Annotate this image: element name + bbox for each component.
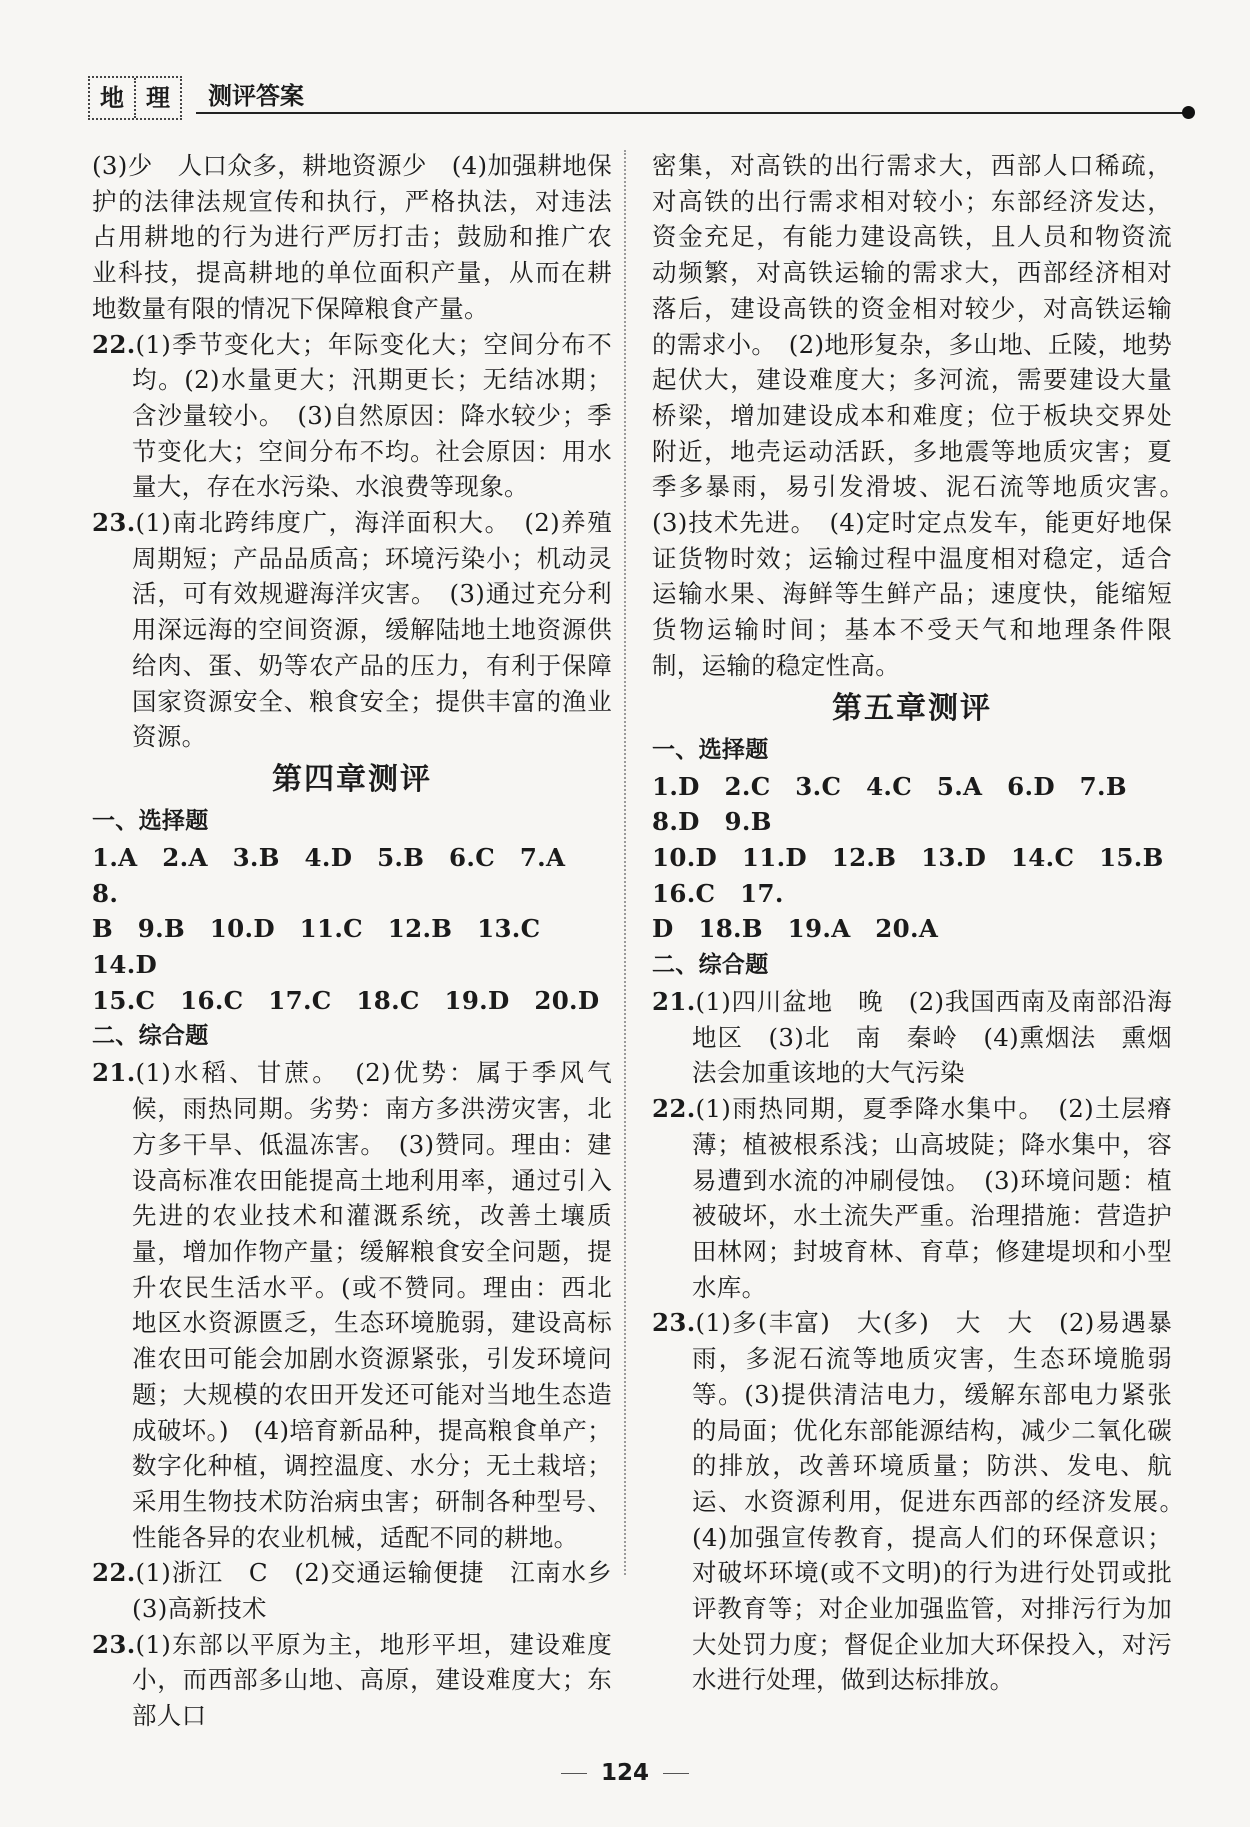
choice-answers-line: 1.A 2.A 3.B 4.D 5.B 6.C 7.A 8. <box>92 842 591 908</box>
question-number: 23. <box>92 508 136 538</box>
question-21 <box>92 1055 612 1555</box>
section-heading: 二、综合题 <box>652 952 769 979</box>
question-number: 23. <box>92 1629 136 1659</box>
question-21 <box>652 984 1172 1091</box>
question-22 <box>92 1555 637 1626</box>
subject-char: 理 <box>134 78 180 118</box>
question-23 <box>652 1305 1197 1698</box>
answer-paragraph: (3)少 人口众多，耕地资源少 (4)加强耕地保护的法律法规宣传和执行，严格执法，对违法占用耕地的行为进行严厉打击；鼓励和推广农业科技，提高耕地的单位面积产量，从而在耕地数量有限的情况下保障粮食产量。 <box>92 151 612 323</box>
question-answer: (1)季节变化大；年际变化大；空间分布不均。(2)水量更大；汛期更长；无结冰期；含沙量较小。 (3)自然原因：降水较少；季节变化大；空间分布不均。社会原因：用水量大，存在水污染、水浪费等现象。 <box>132 329 612 502</box>
question-answer: (1)水稻、甘蔗。 (2)优势：属于季风气候，雨热同期。劣势：南方多洪涝灾害，北方多干旱、低温冻害。 (3)赞同。理由：建设高标准农田能提高土地利用率，通过引入先进的农业技术和灌溉系统，改善土壤质量，增加作物产量；缓解粮食安全问题，提升农民生活水平。(或不赞同。理由：西北地区水资源匮乏，生态环境脆弱，建设高标准农田可能会加剧水资源紧张，引发环境问题；大规模的农田开发还可能对当地生态造成破坏。) (4)培育新品种，提高粮食单产；数字化种植，调控温度、水分；无土栽培；采用生物技术防治病虫害；研制各种型号、性能各异的农业机械，适配不同的耕地。 <box>132 1058 612 1552</box>
question-number: 22. <box>92 329 136 359</box>
question-number: 22. <box>92 1558 136 1588</box>
column-divider <box>624 150 626 1575</box>
right-column <box>652 148 1197 1698</box>
left-column <box>92 148 637 1734</box>
header-rule-dot <box>1182 106 1195 119</box>
question-23 <box>92 505 612 755</box>
page-header <box>88 72 1196 122</box>
question-answer: (1)四川盆地 晚 (2)我国西南及南部沿海地区 (3)北 南 秦岭 (4)熏烟法 熏烟法会加重该地的大气污染 <box>692 987 1172 1088</box>
question-23 <box>92 1627 612 1734</box>
choice-answers-line: 10.D 11.D 12.B 13.D 14.C 15.B 16.C 17. <box>652 842 1189 908</box>
choice-answers-line: B 9.B 10.D 11.C 12.B 13.C 14.D <box>92 914 566 980</box>
subject-label <box>88 76 182 120</box>
answer-paragraph: 密集，对高铁的出行需求大，西部人口稀疏，对高铁的出行需求相对较小；东部经济发达，资金充足，有能力建设高铁，且人员和物资流动频繁，对高铁运输的需求大，西部经济相对落后，建设高铁的资金相对较少，对高铁运输的需求小。 (2)地形复杂，多山地、丘陵，地势起伏大，建设难度大；多河流，需要建设大量桥梁，增加建设成本和难度；位于板块交界处附近，地壳运动活跃，多地震等地质灾害；夏季多暴雨，易引发滑坡、泥石流等地质灾害。 (3)技术先进。 (4)定时定点发车，能更好地保证货物时效；运输过程中温度相对稳定，适合运输水果、海鲜等生鲜产品；速度快，能缩短货物运输时间；基本不受天气和地理条件限制，运输的稳定性高。 <box>652 151 1197 680</box>
subject-char: 地 <box>100 84 124 112</box>
question-answer: (1)多(丰富) 大(多) 大 大 (2)易遇暴雨，多泥石流等地质灾害，生态环境脆弱等。(3)提供清洁电力，缓解东部电力紧张的局面；优化东部能源结构，减少二氧化碳的排放，改善环境质量；防洪、发电、航运、水资源利用，促进东西部的经济发展。 (4)加强宣传教育，提高人们的环保意识；对破坏环境(或不文明)的行为进行处罚或批评教育等；对企业加强监管，对排污行为加大处罚力度；督促企业加大环保投入，对污水进行处理，做到达标排放。 <box>692 1308 1197 1695</box>
choice-answers-line: D 18.B 19.A 20.A <box>652 914 939 944</box>
question-answer: (1)东部以平原为主，地形平坦，建设难度小，而西部多山地、高原，建设难度大；东部人口 <box>132 1629 612 1731</box>
choice-answers-line: 15.C 16.C 17.C 18.C 19.D 20.D <box>92 985 600 1015</box>
question-22 <box>92 327 612 506</box>
page-number-text: 124 <box>600 1760 649 1786</box>
chapter-title: 第四章测评 <box>272 761 432 797</box>
question-22 <box>652 1091 1172 1305</box>
chapter-title: 第五章测评 <box>832 690 992 726</box>
section-heading: 一、选择题 <box>92 807 209 834</box>
question-number: 21. <box>92 1058 136 1088</box>
question-number: 21. <box>652 987 696 1017</box>
header-rule <box>196 112 1186 114</box>
question-answer: (1)雨热同期，夏季降水集中。 (2)土层瘠薄；植被根系浅；山高坡陡；降水集中，容易遭到水流的冲刷侵蚀。 (3)环境问题：植被破坏，水土流失严重。治理措施：营造护田林网；封坡育林、育草；修建堤坝和小型水库。 <box>692 1094 1172 1302</box>
page-number <box>0 1760 1250 1786</box>
header-title: 测评答案 <box>208 82 304 110</box>
question-number: 23. <box>652 1308 696 1338</box>
question-answer: (1)南北跨纬度广，海洋面积大。 (2)养殖周期短；产品品质高；环境污染小；机动灵活，可有效规避海洋灾害。 (3)通过充分利用深远海的空间资源，缓解陆地土地资源供给肉、蛋、奶等农产品的压力，有利于保障国家资源安全、粮食安全；提供丰富的渔业资源。 <box>132 508 612 752</box>
section-heading: 一、选择题 <box>652 736 769 763</box>
section-heading: 二、综合题 <box>92 1023 209 1050</box>
question-answer: (1)浙江 C (2)交通运输便捷 江南水乡 (3)高新技术 <box>132 1558 637 1624</box>
question-number: 22. <box>652 1094 696 1124</box>
choice-answers-line: 1.D 2.C 3.C 4.C 5.A 6.D 7.B 8.D 9.B <box>652 771 1152 837</box>
